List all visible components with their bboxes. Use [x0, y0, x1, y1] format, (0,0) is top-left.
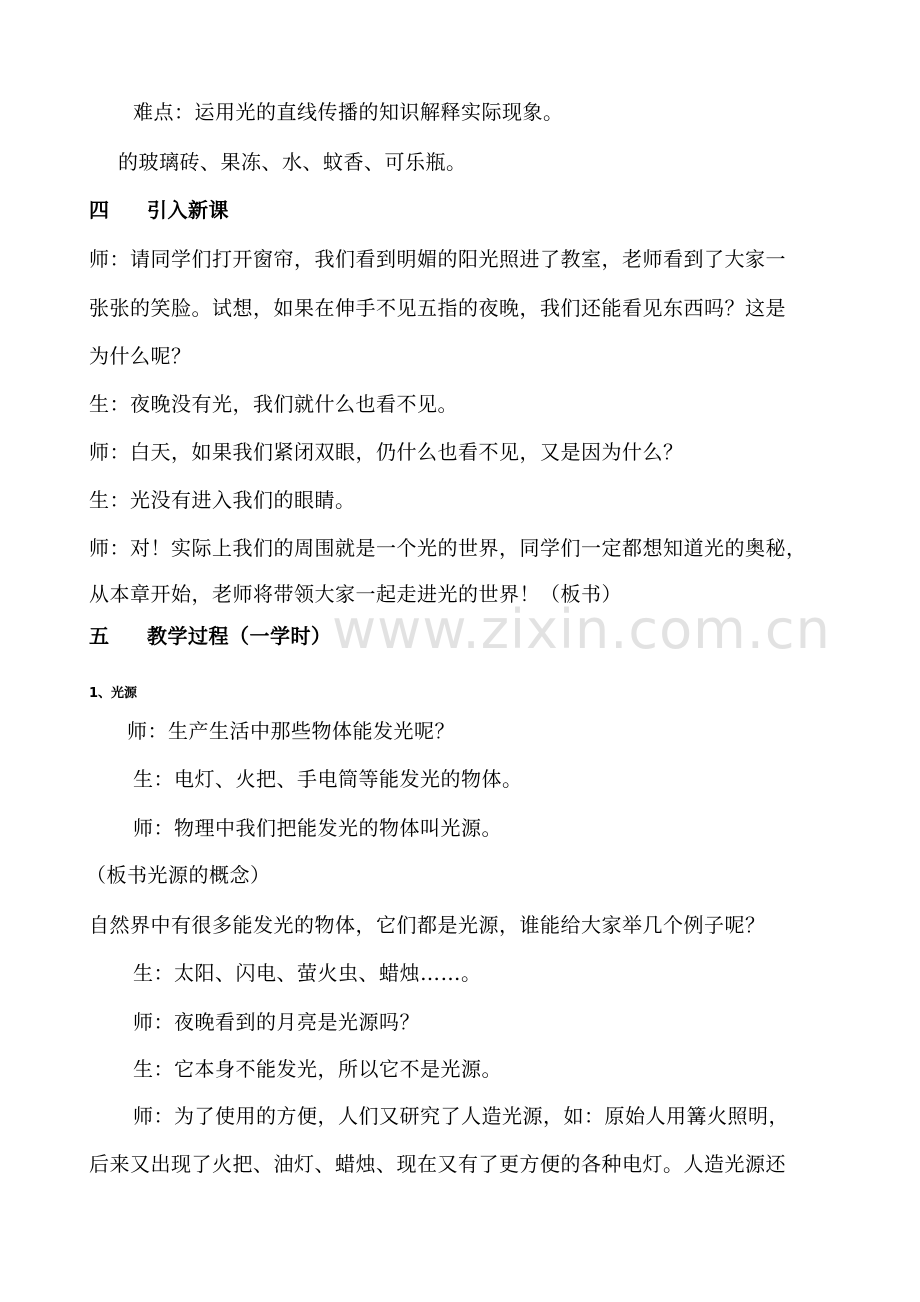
- paragraph-line: 的玻璃砖、果冻、水、蚊香、可乐瓶。: [118, 150, 467, 174]
- paragraph-line: 师：为了使用的方便，人们又研究了人造光源，如：原始人用篝火照明，: [133, 1104, 789, 1128]
- paragraph-line: 生：它本身不能发光，所以它不是光源。: [133, 1057, 502, 1081]
- paragraph-line: 自然界中有很多能发光的物体，它们都是光源，谁能给大家举几个例子呢？: [89, 913, 766, 937]
- section-number: 四: [89, 198, 110, 222]
- section-heading: [89, 622, 332, 650]
- paragraph-line: 师：对！实际上我们的周围就是一个光的世界，同学们一定都想知道光的奥秘，: [89, 536, 807, 560]
- section-title: 引入新课: [147, 198, 229, 222]
- section-title: 教学过程（一学时）: [147, 624, 332, 648]
- paragraph-line: 张张的笑脸。试想，如果在伸手不见五指的夜晚，我们还能看见东西吗？这是: [89, 296, 786, 320]
- watermark-text: www.zixin.com.cn: [332, 598, 831, 661]
- paragraph-line: 师：生产生活中那些物体能发光呢？: [127, 719, 455, 743]
- paragraph-line: 师：物理中我们把能发光的物体叫光源。: [133, 816, 502, 840]
- paragraph-line: 生：电灯、火把、手电筒等能发光的物体。: [133, 767, 523, 791]
- paragraph-line: 师：请同学们打开窗帘，我们看到明媚的阳光照进了教室，老师看到了大家一: [89, 247, 786, 271]
- paragraph-line: 师：白天，如果我们紧闭双眼，仍什么也看不见，又是因为什么？: [89, 440, 684, 464]
- section-heading: [89, 196, 229, 224]
- paragraph-line: 为什么呢？: [89, 344, 192, 368]
- paragraph-line: 难点：运用光的直线传播的知识解释实际现象。: [133, 100, 564, 124]
- paragraph-line: 生：光没有进入我们的眼睛。: [89, 488, 356, 512]
- paragraph-line: 后来又出现了火把、油灯、蜡烛、现在又有了更方便的各种电灯。人造光源还: [89, 1152, 786, 1176]
- section-number: 五: [89, 624, 110, 648]
- paragraph-line: 生：太阳、闪电、萤火虫、蜡烛……。: [133, 961, 482, 985]
- paragraph-line: 生：夜晚没有光，我们就什么也看不见。: [89, 392, 458, 416]
- paragraph-line: （板书光源的概念）: [86, 863, 271, 887]
- subsection-heading: 1、光源: [89, 686, 138, 701]
- paragraph-line: 从本章开始，老师将带领大家一起走进光的世界！（板书）: [89, 582, 622, 606]
- paragraph-line: 师：夜晚看到的月亮是光源吗？: [133, 1010, 420, 1034]
